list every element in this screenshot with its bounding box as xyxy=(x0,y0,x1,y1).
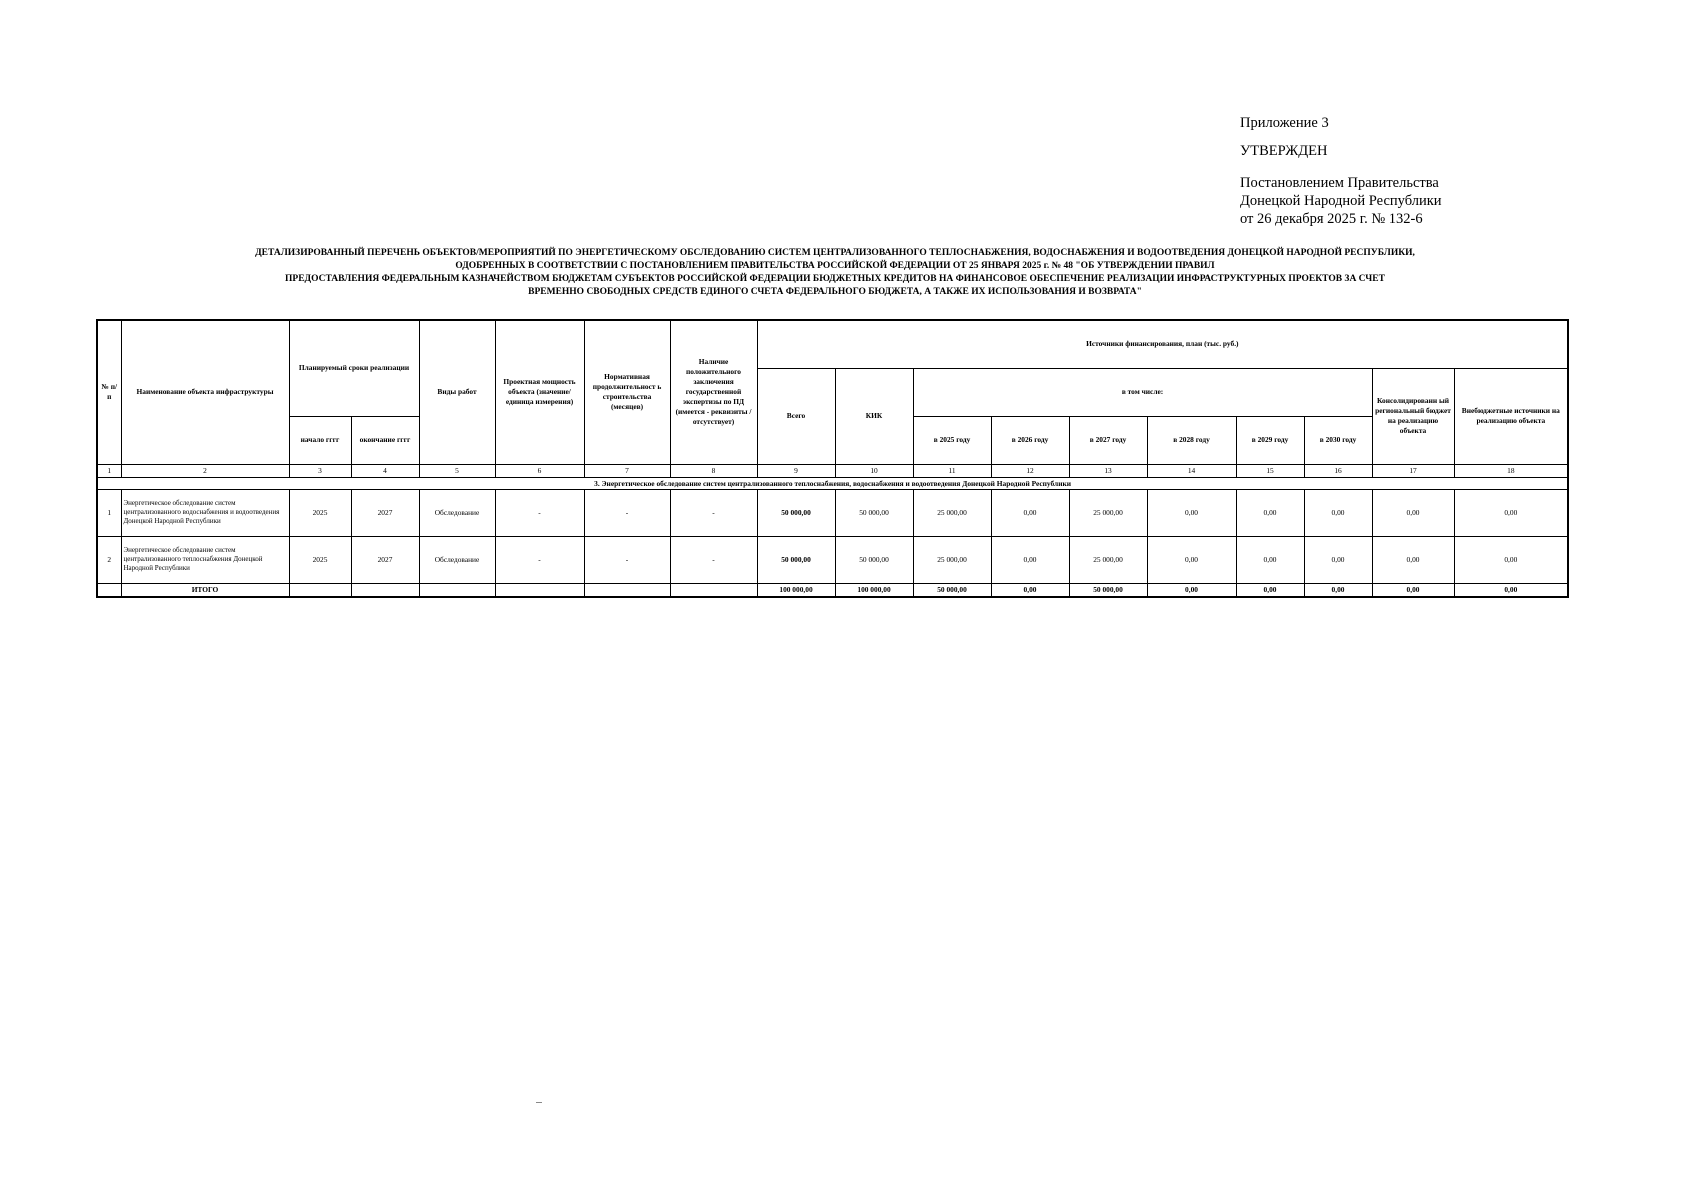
col-number: 17 xyxy=(1372,464,1454,477)
col-number: 13 xyxy=(1069,464,1147,477)
header-total: Всего xyxy=(757,368,835,464)
totals-regional: 0,00 xyxy=(1372,583,1454,597)
row-expertise: - xyxy=(670,536,757,583)
row-y2030: 0,00 xyxy=(1304,489,1372,536)
row-total: 50 000,00 xyxy=(757,489,835,536)
row-kik: 50 000,00 xyxy=(835,489,913,536)
header-terms: Планируемый сроки реализации xyxy=(289,320,419,416)
header-end: окончание гггг xyxy=(351,416,419,464)
col-number: 3 xyxy=(289,464,351,477)
header-start: начало гггг xyxy=(289,416,351,464)
col-number: 14 xyxy=(1147,464,1236,477)
header-duration: Нормативная продолжительност ь строительства (месяцев) xyxy=(584,320,670,464)
section-row xyxy=(97,477,1568,489)
col-number: 9 xyxy=(757,464,835,477)
appendix-label: Приложение 3 xyxy=(1240,115,1329,131)
totals-empty-cell xyxy=(419,583,495,597)
column-number-row xyxy=(97,464,1568,477)
row-regional: 0,00 xyxy=(1372,489,1454,536)
title-line-3: ПРЕДОСТАВЛЕНИЯ ФЕДЕРАЛЬНЫМ КАЗНАЧЕЙСТВОМ БЮДЖЕТАМ СУБЪЕКТОВ РОССИЙСКОЙ ФЕДЕРАЦИИ БЮДЖЕТНЫХ КРЕДИТОВ НА ФИНАНСОВОЕ ОБЕСПЕЧЕНИЕ РЕАЛИЗАЦИИ ИНФРАСТРУКТУРНЫХ ПРОЕКТОВ ЗА СЧЕТ xyxy=(285,274,1385,284)
header-y2029: в 2029 году xyxy=(1236,416,1304,464)
row-start: 2025 xyxy=(289,489,351,536)
row-y2028: 0,00 xyxy=(1147,536,1236,583)
header-kik: КИК xyxy=(835,368,913,464)
header-name: Наименование объекта инфраструктуры xyxy=(121,320,289,464)
header-regional: Консолидированн ый региональный бюджет на реализацию объекта xyxy=(1372,368,1454,464)
title-line-1: ДЕТАЛИЗИРОВАННЫЙ ПЕРЕЧЕНЬ ОБЪЕКТОВ/МЕРОПРИЯТИЙ ПО ЭНЕРГЕТИЧЕСКОМУ ОБСЛЕДОВАНИЮ СИСТЕМ ЦЕНТРАЛИЗОВАННОГО ТЕПЛОСНАБЖЕНИЯ, ВОДОСНАБЖЕНИЯ И ВОДООТВЕДЕНИЯ ДОНЕЦКОЙ НАРОДНОЙ РЕСПУБЛИКИ, xyxy=(255,248,1415,258)
row-name: Энергетическое обследование систем централизованного теплоснабжения Донецкой Народной Республики xyxy=(121,536,289,583)
approved-label: УТВЕРЖДЕН xyxy=(1240,143,1328,159)
title-line-2: ОДОБРЕННЫХ В СООТВЕТСТВИИ С ПОСТАНОВЛЕНИЕМ ПРАВИТЕЛЬСТВА РОССИЙСКОЙ ФЕДЕРАЦИИ ОТ 25 ЯНВАРЯ 2025 г. № 48 "ОБ УТВЕРЖДЕНИИ ПРАВИЛ xyxy=(455,261,1215,271)
col-number: 2 xyxy=(121,464,289,477)
col-number: 8 xyxy=(670,464,757,477)
table-row xyxy=(97,489,1568,536)
row-duration: - xyxy=(584,536,670,583)
row-work: Обследование xyxy=(419,489,495,536)
col-number: 7 xyxy=(584,464,670,477)
col-number: 11 xyxy=(913,464,991,477)
col-number: 15 xyxy=(1236,464,1304,477)
header-sources: Источники финансирования, план (тыс. руб.) xyxy=(757,320,1568,368)
section-title: 3. Энергетическое обследование систем централизованного теплоснабжения, водоснабжения и водоотведения Донецкой Народной Республики xyxy=(97,477,1568,489)
header-y2026: в 2026 году xyxy=(991,416,1069,464)
row-num: 2 xyxy=(97,536,121,583)
row-offbudget: 0,00 xyxy=(1454,489,1568,536)
scan-speck xyxy=(536,1102,542,1103)
col-number: 4 xyxy=(351,464,419,477)
header-y2027: в 2027 году xyxy=(1069,416,1147,464)
totals-label: ИТОГО xyxy=(121,583,289,597)
row-regional: 0,00 xyxy=(1372,536,1454,583)
header-work-type: Виды работ xyxy=(419,320,495,464)
totals-offbudget: 0,00 xyxy=(1454,583,1568,597)
header-including: в том числе: xyxy=(913,368,1372,416)
row-y2029: 0,00 xyxy=(1236,536,1304,583)
document-title xyxy=(150,247,1520,299)
totals-empty-cell xyxy=(584,583,670,597)
totals-empty-cell xyxy=(670,583,757,597)
header-y2028: в 2028 году xyxy=(1147,416,1236,464)
totals-y2030: 0,00 xyxy=(1304,583,1372,597)
row-kik: 50 000,00 xyxy=(835,536,913,583)
row-y2026: 0,00 xyxy=(991,489,1069,536)
row-y2025: 25 000,00 xyxy=(913,489,991,536)
totals-y2029: 0,00 xyxy=(1236,583,1304,597)
header-y2025: в 2025 году xyxy=(913,416,991,464)
col-number: 5 xyxy=(419,464,495,477)
header-num: № п/п xyxy=(97,320,121,464)
row-y2026: 0,00 xyxy=(991,536,1069,583)
row-y2027: 25 000,00 xyxy=(1069,536,1147,583)
totals-y2028: 0,00 xyxy=(1147,583,1236,597)
row-total: 50 000,00 xyxy=(757,536,835,583)
financing-table xyxy=(96,319,1569,598)
row-end: 2027 xyxy=(351,489,419,536)
table-row xyxy=(97,536,1568,583)
row-capacity: - xyxy=(495,489,584,536)
header-expertise: Наличие положительного заключения государственной экспертизы по ПД (имеется - реквизиты / отсутствует) xyxy=(670,320,757,464)
header-y2030: в 2030 году xyxy=(1304,416,1372,464)
row-y2027: 25 000,00 xyxy=(1069,489,1147,536)
col-number: 6 xyxy=(495,464,584,477)
row-y2029: 0,00 xyxy=(1236,489,1304,536)
row-capacity: - xyxy=(495,536,584,583)
approval-line-2: Донецкой Народной Республики xyxy=(1240,193,1442,209)
row-work: Обследование xyxy=(419,536,495,583)
totals-total: 100 000,00 xyxy=(757,583,835,597)
col-number: 16 xyxy=(1304,464,1372,477)
col-number: 12 xyxy=(991,464,1069,477)
header-capacity: Проектная мощность объекта (значение/единица измерения) xyxy=(495,320,584,464)
totals-empty-cell xyxy=(495,583,584,597)
totals-y2026: 0,00 xyxy=(991,583,1069,597)
totals-y2027: 50 000,00 xyxy=(1069,583,1147,597)
row-offbudget: 0,00 xyxy=(1454,536,1568,583)
row-duration: - xyxy=(584,489,670,536)
row-end: 2027 xyxy=(351,536,419,583)
col-number: 10 xyxy=(835,464,913,477)
approval-block xyxy=(1240,114,1570,228)
row-y2030: 0,00 xyxy=(1304,536,1372,583)
row-y2028: 0,00 xyxy=(1147,489,1236,536)
row-expertise: - xyxy=(670,489,757,536)
row-name: Энергетическое обследование систем централизованного водоснабжения и водоотведения Донецкой Народной Республики xyxy=(121,489,289,536)
header-offbudget: Внебюджетные источники на реализацию объекта xyxy=(1454,368,1568,464)
totals-num-cell xyxy=(97,583,121,597)
totals-row xyxy=(97,583,1568,597)
totals-empty-cell xyxy=(289,583,351,597)
totals-empty-cell xyxy=(351,583,419,597)
approval-line-1: Постановлением Правительства xyxy=(1240,175,1439,191)
totals-y2025: 50 000,00 xyxy=(913,583,991,597)
approval-line-3: от 26 декабря 2025 г. № 132-6 xyxy=(1240,211,1423,227)
row-num: 1 xyxy=(97,489,121,536)
row-y2025: 25 000,00 xyxy=(913,536,991,583)
title-line-4: ВРЕМЕННО СВОБОДНЫХ СРЕДСТВ ЕДИНОГО СЧЕТА ФЕДЕРАЛЬНОГО БЮДЖЕТА, А ТАКЖЕ ИХ ИСПОЛЬЗОВАНИЯ И ВОЗВРАТА" xyxy=(528,287,1142,297)
col-number: 18 xyxy=(1454,464,1568,477)
totals-kik: 100 000,00 xyxy=(835,583,913,597)
row-start: 2025 xyxy=(289,536,351,583)
col-number: 1 xyxy=(97,464,121,477)
